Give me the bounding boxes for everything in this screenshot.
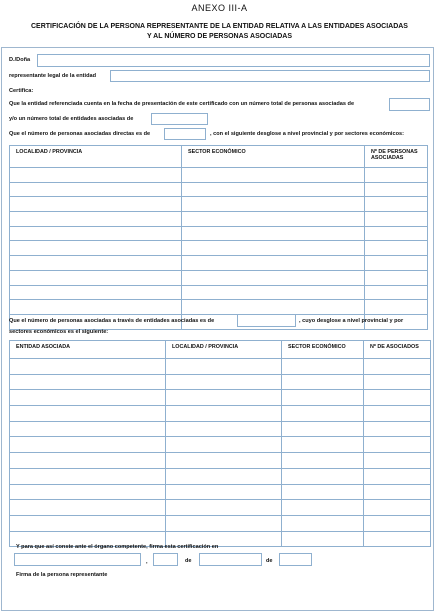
de-label-2: de (266, 558, 273, 564)
table-cell[interactable] (10, 406, 166, 422)
table-cell[interactable] (282, 374, 364, 390)
table1-header-sector: SECTOR ECONÓMICO (182, 146, 365, 168)
table-cell[interactable] (10, 515, 166, 531)
comma-separator: , (146, 559, 148, 565)
table-cell[interactable] (166, 374, 282, 390)
signature-label: Firma de la persona representante (16, 572, 108, 578)
table-cell[interactable] (10, 359, 166, 375)
table-cell[interactable] (166, 484, 282, 500)
indirect-members-breakdown-text: , cuyo desglose a nivel provincial y por (299, 318, 404, 324)
table-row (10, 300, 428, 315)
don-label: D./Doña (9, 57, 31, 63)
de-label-1: de (185, 558, 192, 564)
indirect-members-text: Que el número de personas asociadas a través de entidades asociadas es de (9, 318, 215, 324)
indirect-members-field[interactable] (237, 314, 296, 327)
table-cell[interactable] (166, 421, 282, 437)
table-cell[interactable] (365, 256, 428, 271)
table-cell[interactable] (166, 359, 282, 375)
table-cell[interactable] (182, 197, 365, 212)
table-cell[interactable] (10, 197, 182, 212)
table-cell[interactable] (365, 168, 428, 183)
total-members-text: Que la entidad referenciada cuenta en la fecha de presentación de este certificado con un número total de personas asociadas de (9, 101, 355, 107)
place-field[interactable] (14, 553, 141, 566)
table-cell[interactable] (10, 437, 166, 453)
table-cell[interactable] (282, 515, 364, 531)
table-cell[interactable] (10, 226, 182, 241)
table-cell[interactable] (182, 270, 365, 285)
table-row (10, 515, 431, 531)
year-field[interactable] (279, 553, 312, 566)
table-cell[interactable] (10, 256, 182, 271)
table-cell[interactable] (365, 212, 428, 227)
table-cell[interactable] (10, 500, 166, 516)
table-cell[interactable] (10, 484, 166, 500)
table-cell[interactable] (182, 212, 365, 227)
table-cell[interactable] (10, 453, 166, 469)
table2-header-entity: ENTIDAD ASOCIADA (10, 341, 166, 359)
table-row (10, 500, 431, 516)
table-cell[interactable] (10, 374, 166, 390)
table-cell[interactable] (282, 500, 364, 516)
table-cell[interactable] (364, 437, 431, 453)
table-cell[interactable] (10, 421, 166, 437)
title-line-1: CERTIFICACIÓN DE LA PERSONA REPRESENTANTE DE LA ENTIDAD RELATIVA A LAS ENTIDADES ASOCIADAS (31, 23, 408, 30)
month-field[interactable] (199, 553, 262, 566)
table-cell[interactable] (166, 468, 282, 484)
table-cell[interactable] (282, 406, 364, 422)
table-row (10, 197, 428, 212)
table-cell[interactable] (166, 453, 282, 469)
table-cell[interactable] (282, 468, 364, 484)
table-cell[interactable] (166, 500, 282, 516)
table-cell[interactable] (182, 300, 365, 315)
table-cell[interactable] (166, 515, 282, 531)
total-entities-text: y/o un número total de entidades asociadas de (9, 116, 134, 122)
table-cell[interactable] (364, 531, 431, 547)
table-row (10, 241, 428, 256)
table-cell[interactable] (282, 421, 364, 437)
direct-members-text: Que el número de personas asociadas directas es de (9, 131, 151, 137)
indirect-members-breakdown-text-2: sectores económicos es el siguiente: (9, 329, 109, 335)
table-row (10, 390, 431, 406)
table-cell[interactable] (365, 285, 428, 300)
table-cell[interactable] (365, 241, 428, 256)
total-entities-field[interactable] (151, 113, 208, 125)
table-cell[interactable] (10, 182, 182, 197)
table-row (10, 468, 431, 484)
title-line-2: Y AL NÚMERO DE PERSONAS ASOCIADAS (146, 33, 293, 40)
table-cell[interactable] (282, 390, 364, 406)
table-cell[interactable] (364, 421, 431, 437)
table-cell[interactable] (166, 437, 282, 453)
table-row (10, 453, 431, 469)
table-cell[interactable] (10, 300, 182, 315)
table-cell[interactable] (182, 168, 365, 183)
table-row (10, 437, 431, 453)
table1-header-row (10, 146, 428, 168)
table-row (10, 285, 428, 300)
table-cell[interactable] (282, 484, 364, 500)
table-cell[interactable] (10, 241, 182, 256)
table2-header-count: Nº DE ASOCIADOS (364, 341, 431, 359)
table-cell[interactable] (10, 390, 166, 406)
table-cell[interactable] (364, 359, 431, 375)
certifica-label: Certifica: (9, 88, 34, 94)
table-row (10, 484, 431, 500)
table-cell[interactable] (282, 531, 364, 547)
total-members-field[interactable] (389, 98, 430, 111)
table-row (10, 256, 428, 271)
table-cell[interactable] (10, 270, 182, 285)
table-row (10, 168, 428, 183)
table-cell[interactable] (182, 241, 365, 256)
table-row (10, 406, 431, 422)
table-cell[interactable] (10, 168, 182, 183)
table-row (10, 374, 431, 390)
table-cell[interactable] (364, 374, 431, 390)
table-cell[interactable] (365, 270, 428, 285)
table-row (10, 359, 431, 375)
table-cell[interactable] (10, 212, 182, 227)
table-row (10, 226, 428, 241)
table-cell[interactable] (365, 197, 428, 212)
table1-header-count: Nº DE PERSONAS ASOCIADAS (365, 146, 428, 168)
table-cell[interactable] (166, 390, 282, 406)
table2-header-locality: LOCALIDAD / PROVINCIA (166, 341, 282, 359)
table-cell[interactable] (10, 468, 166, 484)
annex-heading: ANEXO III-A (191, 3, 248, 13)
table-row (10, 212, 428, 227)
day-field[interactable] (153, 553, 178, 566)
document-title (0, 22, 439, 42)
associated-entities-table (9, 340, 431, 547)
table-cell[interactable] (182, 226, 365, 241)
direct-members-table (9, 145, 428, 330)
closing-text: Y para que así conste ante el órgano competente, firma esta certificación en (16, 544, 219, 550)
table-cell[interactable] (364, 515, 431, 531)
table-row (10, 182, 428, 197)
table-cell[interactable] (364, 406, 431, 422)
table-row (10, 421, 431, 437)
name-field[interactable] (37, 54, 430, 67)
table2-header-sector: SECTOR ECONÓMICO (282, 341, 364, 359)
table-cell[interactable] (365, 182, 428, 197)
table-cell[interactable] (282, 437, 364, 453)
table-cell[interactable] (282, 359, 364, 375)
table-cell[interactable] (182, 182, 365, 197)
table-cell[interactable] (364, 484, 431, 500)
table-cell[interactable] (364, 468, 431, 484)
table-cell[interactable] (365, 300, 428, 315)
table-cell[interactable] (364, 500, 431, 516)
table-row (10, 270, 428, 285)
table-cell[interactable] (10, 285, 182, 300)
table-cell[interactable] (182, 285, 365, 300)
representative-label: representante legal de la entidad (9, 73, 97, 79)
direct-members-breakdown-text: , con el siguiente desglose a nivel provincial y por sectores económicos: (210, 131, 404, 137)
table-cell[interactable] (365, 226, 428, 241)
table-cell[interactable] (166, 406, 282, 422)
table-cell[interactable] (364, 390, 431, 406)
entity-field[interactable] (110, 70, 430, 82)
table1-header-locality: LOCALIDAD / PROVINCIA (10, 146, 182, 168)
table-cell[interactable] (364, 453, 431, 469)
table-cell[interactable] (182, 256, 365, 271)
table2-header-row (10, 341, 431, 359)
direct-members-field[interactable] (164, 128, 206, 140)
table-cell[interactable] (282, 453, 364, 469)
